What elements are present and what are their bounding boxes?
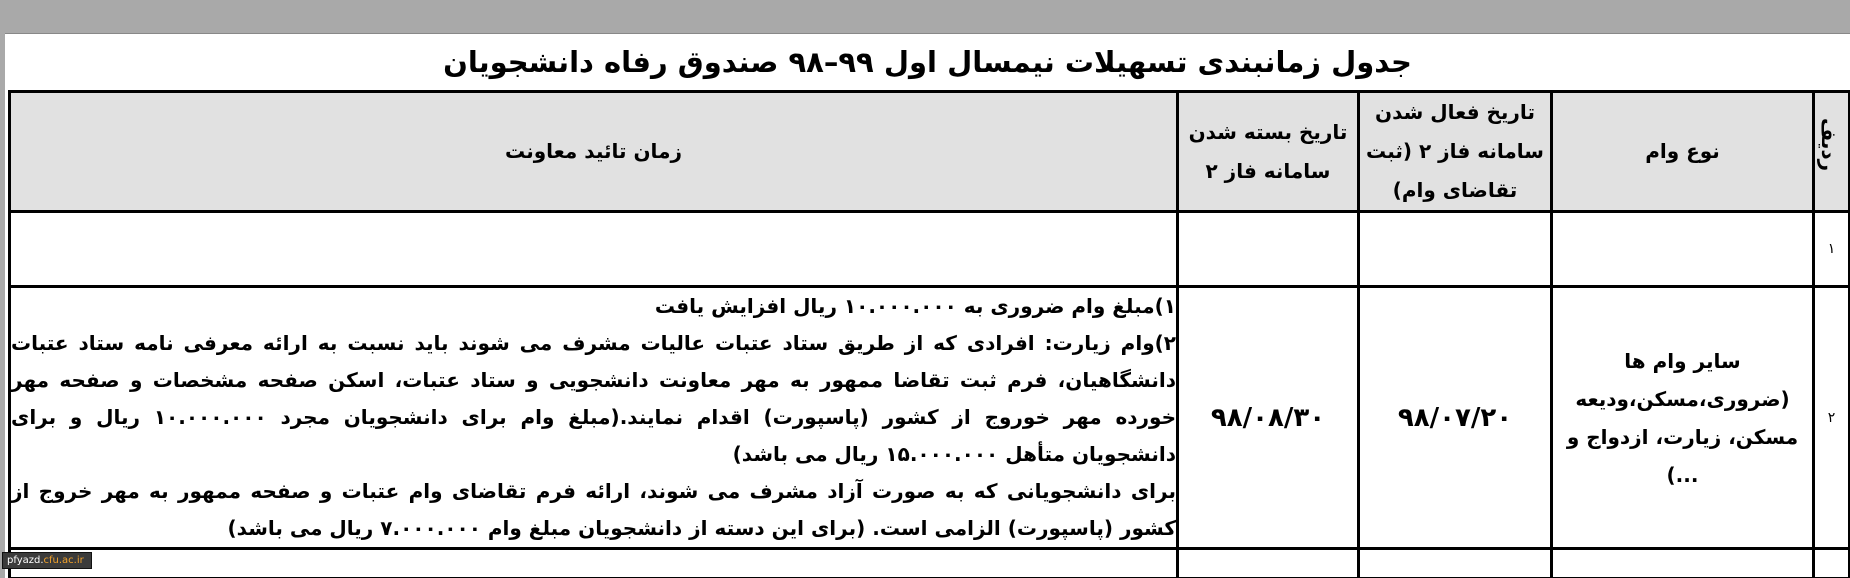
schedule-table <box>8 90 1850 578</box>
header-phase2-close: تاریخ بسته شدن سامانه فاز ۲ <box>1178 92 1359 212</box>
approval-cell <box>10 212 1178 287</box>
close-date-cell: ۹۸/۰۸/۳۰ <box>1178 287 1359 549</box>
header-row-number: ردیف <box>1814 92 1850 212</box>
close-date-cell <box>1178 212 1359 287</box>
row-number: ۱ <box>1814 212 1850 287</box>
loan-type-cell: سایر وام ها (ضروری،مسکن،ودیعه مسکن، زیارت، ازدواج و ...) <box>1552 287 1814 549</box>
table-row <box>10 212 1850 287</box>
table-row <box>10 287 1850 549</box>
row-number: ۲ <box>1814 287 1850 549</box>
table-header-row <box>10 92 1850 212</box>
header-phase2-open: تاریخ فعال شدن سامانه فاز ۲ (ثبت تقاضای وام) <box>1359 92 1552 212</box>
document-sheet <box>5 33 1850 578</box>
open-date-cell <box>1359 212 1552 287</box>
approval-note-3: برای دانشجویانی که به صورت آزاد مشرف می شوند، ارائه فرم تقاضای وام عتبات و صفحه ممهور به مهر خروج از کشور (پاسپورت) الزامی است. (برای این دسته از دانشجویان مبلغ وام ۷.۰۰۰.۰۰۰ ریال می باشد) <box>11 473 1176 547</box>
header-loan-type: نوع وام <box>1552 92 1814 212</box>
open-date-cell: ۹۸/۰۷/۲۰ <box>1359 287 1552 549</box>
loan-type-cell <box>1552 212 1814 287</box>
approval-cell <box>10 287 1178 549</box>
approval-note-1: ۱)مبلغ وام ضروری به ۱۰.۰۰۰.۰۰۰ ریال افزایش یافت <box>11 288 1176 325</box>
page-title: جدول زمانبندی تسهیلات نیمسال اول ۹۹–۹۸ صندوق رفاه دانشجویان <box>5 34 1850 90</box>
header-approval-time: زمان تائید معاونت <box>10 92 1178 212</box>
approval-note-2: ۲)وام زیارت: افرادی که از طریق ستاد عتبات عالیات مشرف می شوند باید نسبت به ارائه معرفی نامه ستاد عتبات دانشگاهیان، فرم ثبت تقاضا ممهور به مهر معاونت دانشجویی و ستاد عتبات، اسکن صفحه مشخصات و صفحه مهر خورده مهر خوروج از کشور (پاسپورت) اقدام نمایند.(مبلغ وام برای دانشجویان مجرد ۱۰.۰۰۰.۰۰۰ ریال و برای دانشجویان متأهل ۱۵.۰۰۰.۰۰۰ ریال می باشد) <box>11 325 1176 473</box>
site-watermark: pfyazd. cfu.ac.ir <box>2 552 92 569</box>
table-row-partial <box>10 549 1850 578</box>
